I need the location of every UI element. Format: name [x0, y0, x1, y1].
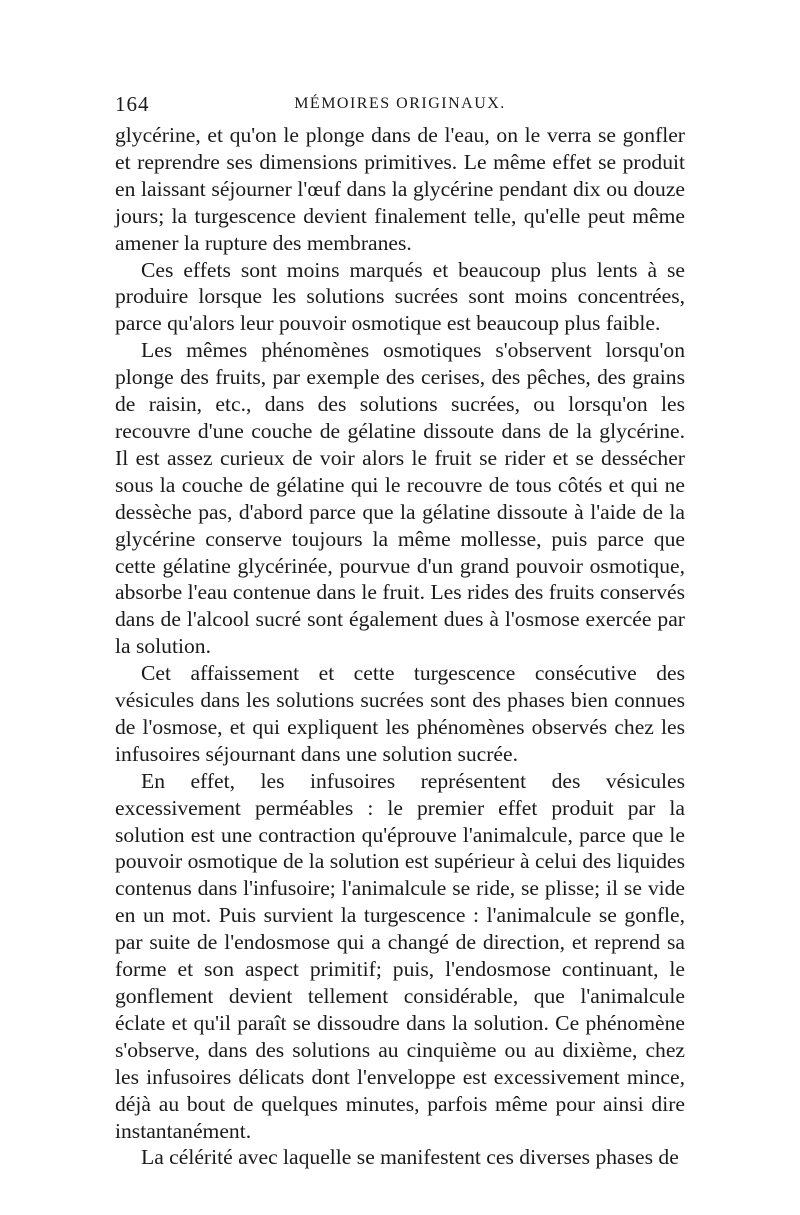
paragraph: Les mêmes phénomènes osmotiques s'observent lorsqu'on plonge des fruits, par exemple des cerises, des pêches, des grains de raisin, etc., dans des solutions sucrées, ou lorsqu'on les recouvre d'une couche de gélatine dissoute dans de la glycérine. Il est assez curieux de voir alors le fruit se rider et se dessécher sous la couche de gélatine qui le recouvre de tous côtés et qui ne dessèche pas, d'abord parce que la gélatine dissoute à l'aide de la glycérine conserve toujours la même mollesse, puis parce que cette gélatine glycérinée, pourvue d'un grand pouvoir osmotique, absorbe l'eau contenue dans le fruit. Les rides des fruits conservés dans de l'alcool sucré sont également dues à l'osmose exercée par la solution. — [115, 338, 685, 659]
page-number: 164 — [115, 92, 150, 116]
page-header — [115, 92, 685, 122]
paragraph-last-line: La célérité avec laquelle se manifestent ces diverses phases de — [141, 1145, 679, 1170]
body-text — [115, 122, 685, 1171]
paragraph: Ces effets sont moins marqués et beaucoup plus lents à se produire lorsque les solutions sucrées sont moins concentrées, parce qu'alors leur pouvoir osmotique est beaucoup plus faible. — [115, 257, 685, 336]
paragraph: Cet affaissement et cette turgescence consécutive des vésicules dans les solutions sucrées sont des phases bien connues de l'osmose, et qui expliquent les phénomènes observés chez les infusoires séjournant dans une solution sucrée. — [115, 661, 685, 766]
paragraph-continuation: glycérine, et qu'on le plonge dans de l'eau, on le verra se gonfler et reprendre ses dimensions primitives. Le même effet se produit en laissant séjourner l'œuf dans la glycérine pendant dix ou douze jours; la turgescence devient finalement telle, qu'elle peut même amener la rupture des membranes. — [115, 123, 685, 255]
running-title: MÉMOIRES ORIGINAUX. — [294, 95, 506, 112]
paragraph: En effet, les infusoires représentent des vésicules excessivement perméables : le premier effet produit par la solution est une contraction qu'éprouve l'animalcule, parce que le pouvoir osmotique de la solution est supérieur à celui des liquides contenus dans l'infusoire; l'animalcule se ride, se plisse; il se vide en un mot. Puis survient la turgescence : l'animalcule se gonfle, par suite de l'endosmose qui a changé de direction, et reprend sa forme et son aspect primitif; puis, l'endosmose continuant, le gonflement devient tellement considérable, que l'animalcule éclate et qu'il paraît se dissoudre dans la solution. Ce phénomène s'observe, dans des solutions au cinquième ou au dixième, chez les infusoires délicats dont l'enveloppe est excessivement mince, déjà au bout de quelques minutes, parfois même pour ainsi dire instantanément. — [115, 768, 685, 1143]
